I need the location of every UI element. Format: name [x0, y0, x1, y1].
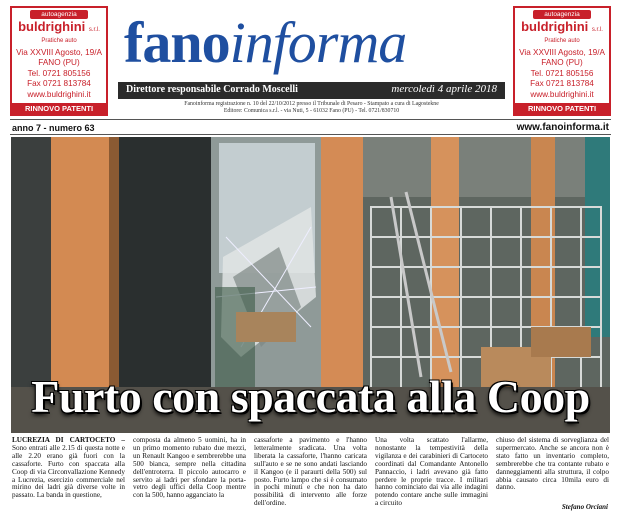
ad-address: Via XXVIII Agosto, 19/A	[16, 48, 102, 57]
advertisement-left[interactable]	[10, 6, 108, 116]
ad-fax: Fax 0721 813784	[530, 79, 594, 89]
ad-contact	[515, 48, 609, 100]
ad-subtitle: Pratiche auto	[41, 38, 77, 44]
ad-brand-name: buldrighini	[521, 19, 589, 34]
website-link[interactable]: www.fanoinforma.it	[516, 122, 609, 133]
issue-number: anno 7 - numero 63	[12, 123, 95, 133]
article-column-5: chiuso del sistema di sorveglianza del supermercato. Anche se ancora non è stato fatto un inventario completo, sembrerebbe che tra contante rubato e danneggiamenti alla struttura, il colpo abbia causato circa 10mila euro di danno.	[496, 436, 609, 492]
logo-italic-part: informa	[229, 10, 407, 75]
ad-brand	[12, 20, 106, 37]
article-column-2: composta da almeno 5 uomini, ha in un primo momento rubato due mezzi, un Renault Kangoo e sembrerebbe una 500 bianca, sempre nella cittadina dell'entroterra. Il piccolo autocarro e servito ai ladri per sfondare la porta-vetro degli uffici della Coop mentre con la 500, hanno agganciato la	[133, 436, 246, 500]
ad-brand-suffix: s.r.l.	[88, 27, 100, 33]
ad-contact	[12, 48, 106, 100]
ad-phone: Tel. 0721 805156	[530, 68, 594, 78]
article-column-4: Una volta scattato l'allarme, nonostante la tempestività della vigilanza e dei carabinieri di Cartoceto coordinati dal Comandante Antonello Pannaccio, i ladri avevano già fatto perdere le proprie tracce. I militari hanno cominciato dai via alle indagini potendo contare anche sulle immagini a circuito	[375, 436, 488, 508]
article-column-1	[12, 437, 125, 500]
ad-web: www.buldrighini.it	[27, 89, 91, 99]
director-credit: Direttore responsabile Corrado Moscelli	[126, 84, 298, 95]
ad-brand-name: buldrighini	[18, 19, 86, 34]
ad-phone: Tel. 0721 805156	[27, 68, 91, 78]
ad-banner: RINNOVO PATENTI	[12, 103, 106, 114]
divider	[10, 119, 611, 120]
newspaper-logo[interactable]	[124, 8, 504, 78]
article-column-3: cassaforte a pavimento e l'hanno letteralmente sradicata. Una volta liberata la cassaforte, l'hanno caricata sull'auto e se ne sono andati lasciando il Kangoo (e il paraurti della 500) sul posto. Furto lampo che si è consumato in pochi minuti e che non ha dato possibilità di intervento alle forze dell'ordine.	[254, 436, 367, 508]
registration-line: Fanoinforma registrazione n. 10 del 22/10/2012 presso il Tribunale di Pesaro - Stampato a cura di Lagostekne	[184, 101, 439, 107]
ad-agency-label: autoagenzia	[30, 10, 88, 19]
article-text: Sono entrati alle 2.15 di questa notte e alle 2.20 erano già fuori con la cassaforte. Furto con spaccata alla Coop di via Circonvallazione Kennedy a Lucrezia, esercizio commerciale nel mirino dei ladri già diverse volte in passato. La banda in questione,	[12, 443, 125, 500]
ad-city: FANO (PU)	[38, 58, 80, 68]
ad-city: FANO (PU)	[541, 58, 583, 68]
ad-banner: RINNOVO PATENTI	[515, 103, 609, 114]
divider	[10, 134, 611, 135]
article-body	[12, 437, 610, 513]
headline[interactable]: Furto con spaccata alla Coop	[31, 371, 590, 422]
ad-fax: Fax 0721 813784	[27, 79, 91, 89]
ad-web: www.buldrighini.it	[530, 89, 594, 99]
advertisement-right[interactable]	[513, 6, 611, 116]
logo-bold-part: fano	[124, 10, 230, 75]
ad-agency-label: autoagenzia	[533, 10, 591, 19]
issue-date: mercoledì 4 aprile 2018	[391, 83, 497, 95]
ad-brand-suffix: s.r.l.	[591, 27, 603, 33]
ad-address: Via XXVIII Agosto, 19/A	[519, 48, 605, 57]
ad-subtitle: Pratiche auto	[544, 38, 580, 44]
ad-brand	[515, 20, 609, 37]
publisher-line: Editore: Comunica s.r.l. - via Nuti, 5 - 61032 Fano (PU) - Tel. 0721/830710	[223, 108, 400, 114]
masthead-info-bar	[118, 82, 505, 99]
dateline: LUCREZIA DI CARTOCETO –	[12, 436, 125, 444]
front-page-photo	[11, 137, 610, 433]
byline: Stefano Orciani	[561, 503, 608, 511]
